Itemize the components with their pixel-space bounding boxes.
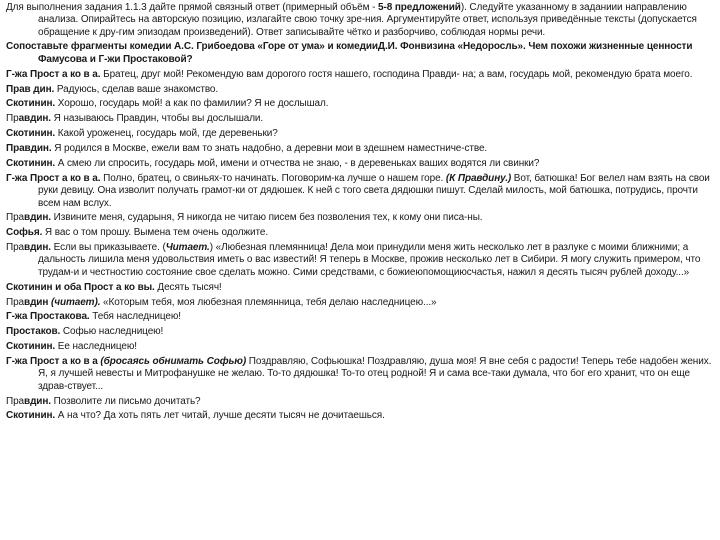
line-text: Ее наследницею! bbox=[55, 341, 137, 353]
line-text: Хорошо, государь мой! а как по фамилии? Я не дослышал. bbox=[55, 98, 329, 110]
line-text: Радуюсь, сделав ваше знакомство. bbox=[54, 83, 219, 95]
stage-direction: (К Правдину.) bbox=[445, 172, 512, 184]
line-text-continued: ) «Любезная племянница! Дела мои принудили меня жить несколько лет в разлуке с моими ближними; а дальность лишила меня удовольствия иметь о вас известий! Я теперь в Москве, прожив несколько лет в Сибири. Я могу служить примером, что трудам-и и честностию состояние свое сделать можно. Сими средствами, с божиеюпомощиюсчастья, нажил я десять тысяч рублей доходу...» bbox=[38, 242, 701, 278]
task-text: Для выполнения задания 1.1.3 дайте прямой связный ответ (примерный объём - bbox=[6, 2, 378, 13]
speaker-name: Простаков. bbox=[6, 326, 61, 338]
speaker-name: Софья. bbox=[6, 227, 43, 239]
dialogue-line bbox=[6, 69, 718, 81]
dialogue-line bbox=[6, 158, 718, 170]
speaker-name: Скотинин. bbox=[6, 410, 56, 422]
line-text: Десять тысяч! bbox=[154, 281, 222, 293]
stage-direction: (бросаясь обнимать Софью) bbox=[97, 356, 247, 368]
dialogue-line bbox=[6, 113, 718, 125]
speaker-name: Г-жа Прост а ко в а. bbox=[6, 172, 101, 184]
dialogue-line bbox=[6, 128, 718, 140]
line-text-continued: «Которым тебя, моя любезная племянница, тебя делаю наследницею...» bbox=[100, 296, 437, 308]
stage-direction: (читает). bbox=[48, 296, 101, 308]
line-text-continued: Вот, батюшка! Бог велел нам взять на свои руки девицу. Она изволит получать грамот-ки от дядюшек. К ней с того света дядюшки пишут. Сделай милость, мой батюшка, потрудись, прочти всем нам вслух. bbox=[38, 172, 710, 209]
speaker-name: Г-жа Прост а ко в а. bbox=[6, 68, 101, 80]
line-text: Софью наследницею! bbox=[60, 326, 164, 338]
play-excerpt bbox=[6, 69, 718, 423]
speaker-name-start: Пра bbox=[6, 242, 25, 254]
speaker-name: Скотинин. bbox=[6, 128, 56, 140]
speaker-name: вдин. bbox=[24, 212, 51, 224]
speaker-name: Прав дин. bbox=[6, 83, 55, 95]
speaker-name: Скотинин. bbox=[6, 341, 56, 353]
speaker-name-start: Пра bbox=[6, 296, 25, 308]
line-text: А на что? Да хоть пять лет читай, лучше десяти тысяч не дочитаешься. bbox=[55, 410, 385, 422]
task-length-emphasis: 5-8 предложений bbox=[378, 2, 461, 13]
dialogue-line bbox=[6, 227, 718, 239]
speaker-name: Скотинин. bbox=[6, 98, 56, 110]
dialogue-line bbox=[6, 356, 718, 393]
line-text: Позволите ли письмо дочитать? bbox=[50, 395, 201, 407]
dialogue-line bbox=[6, 410, 718, 422]
dialogue-line bbox=[6, 341, 718, 353]
line-text: Тебя наследницею! bbox=[89, 311, 181, 323]
speaker-name-start: Пра bbox=[6, 395, 25, 407]
comparison-question: Сопоставьте фрагменты комедии А.С. Грибоедова «Горе от ума» и комедииД.И. Фонвизина «Недоросль». Чем похожи жизненные ценности Фамусова и Г-жи Простаковой? bbox=[6, 41, 693, 65]
speaker-name: авдин. bbox=[18, 113, 51, 125]
dialogue-line bbox=[6, 396, 718, 408]
line-text: Я называюсь Правдин, чтобы вы дослышали. bbox=[51, 113, 264, 125]
dialogue-line bbox=[6, 173, 718, 210]
line-text: А смею ли спросить, государь мой, имени и отчества не знаю, - в деревеньках ваших водятся ли свинки? bbox=[55, 158, 540, 170]
speaker-name: Г-жа Прост а ко в а bbox=[6, 356, 98, 368]
line-text: Я родился в Москве, ежели вам то знать надобно, а деревни мои в здешнем наместниче-стве. bbox=[51, 143, 488, 155]
speaker-name: вдин. bbox=[24, 242, 51, 254]
dialogue-line bbox=[6, 212, 718, 224]
speaker-name: Г-жа Простакова. bbox=[6, 311, 90, 323]
line-text-continued: Поздравляю, Софьюшка! Поздравляю, душа моя! Я вне себя с радости! Теперь тебе надобен жених. Я, я лучшей невесты и Митрофанушке не желаю. То-то дядюшка! То-то отец родной! Я и сама все-таки думала, что бог его хранит, что он еще здрав-ствует... bbox=[38, 356, 712, 392]
speaker-name-start: Пра bbox=[6, 212, 25, 224]
dialogue-line bbox=[6, 84, 718, 96]
speaker-name: Скотинин. bbox=[6, 158, 56, 170]
speaker-name: вдин. bbox=[24, 395, 51, 407]
line-text: Какой уроженец, государь мой, где деревеньки? bbox=[55, 128, 278, 140]
line-text: Извините меня, сударыня, Я никогда не читаю писем без позволения тех, к кому они писа-ны. bbox=[50, 212, 483, 224]
dialogue-line bbox=[6, 143, 718, 155]
dialogue-line bbox=[6, 282, 718, 294]
task-text-tail: ). Следуйте указанному в заданиии направлению анализа. Опирайтесь на авторскую позицию, излагайте свою точку зре-ния. Аргументируйте ответ, используя приведённые тексты (допускается обращение к дру-гим эпизодам произведений). Ответ записывайте чётко и разборчиво, соблюдая нормы речи. bbox=[38, 2, 697, 38]
line-text: Если вы приказываете. ( bbox=[50, 242, 166, 254]
dialogue-line bbox=[6, 98, 718, 110]
task-instructions bbox=[6, 2, 718, 39]
line-text: Братец, друг мой! Рекомендую вам дорогого гостя нашего, господина Правди- на; а вам, государь мой, рекомендую брата моего. bbox=[100, 68, 693, 80]
speaker-name: вдин bbox=[24, 296, 49, 308]
stage-direction: Читает. bbox=[165, 242, 210, 254]
line-text: Я вас о том прошу. Вымена тем очень одолжите. bbox=[42, 227, 269, 239]
speaker-name: Скотинин и оба Прост а ко вы. bbox=[6, 281, 155, 293]
speaker-name-start: Пр bbox=[6, 113, 19, 125]
dialogue-line bbox=[6, 297, 718, 309]
dialogue-line bbox=[6, 311, 718, 323]
speaker-name: Правдин. bbox=[6, 143, 52, 155]
line-text: Полно, братец, о свиньях-то начинать. Поговорим-ка лучше о нашем горе. bbox=[100, 172, 446, 184]
dialogue-line bbox=[6, 242, 718, 279]
dialogue-line bbox=[6, 326, 718, 338]
